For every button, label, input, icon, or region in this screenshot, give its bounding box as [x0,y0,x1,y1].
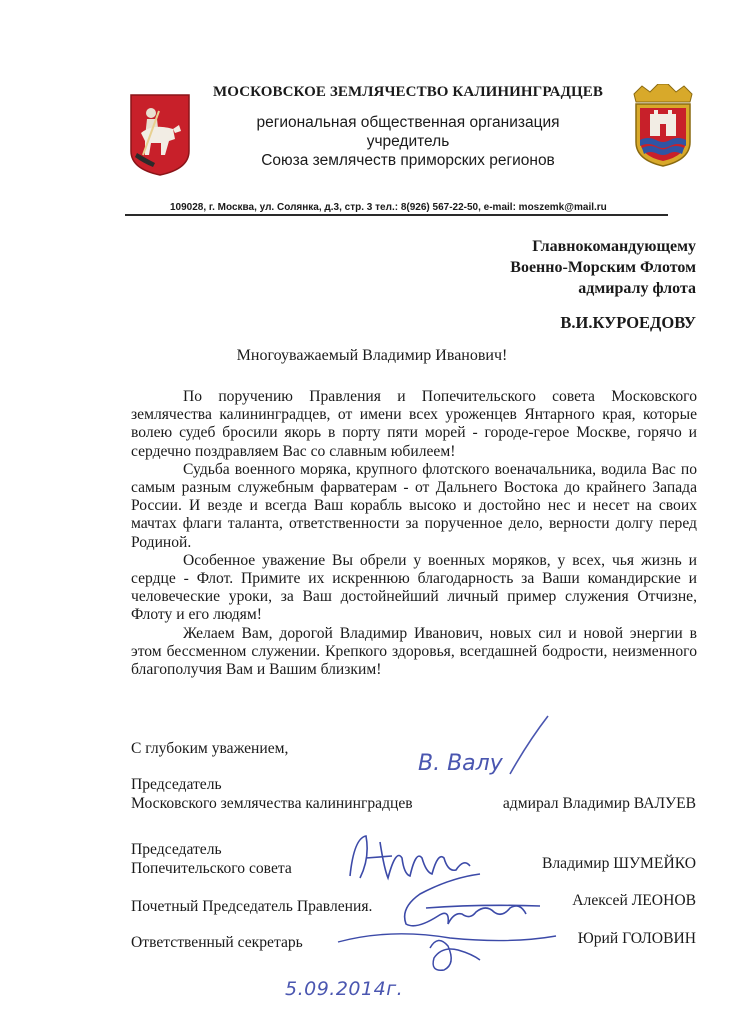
signatory-title-2 [131,841,292,878]
organization-name: МОСКОВСКОЕ ЗЕМЛЯЧЕСТВО КАЛИНИНГРАДЦЕВ [212,84,603,100]
signature-valuev-text: В. Валу [418,751,503,776]
signatory-title-3: Почетный Председатель Правления. [131,898,373,915]
signatory-title-line: Московского землячества калининградцев [131,794,413,812]
addressee-rank: адмиралу флота [578,280,696,297]
signatory-title-line: Председатель [131,841,222,858]
body-paragraph: По поручению Правления и Попечительского совета Московского землячества калининградцев, от имени всех уроженцев Янтарного края, которые волею судеб бросили якорь в порту пяти морей - городе-герое Москве, горячо и сердечно поздравляем Вас со славным юбилеем! [131,388,697,460]
addressee-position: Главнокомандующему [532,238,696,255]
signatory-name-1: адмирал Владимир ВАЛУЕВ [502,795,696,812]
header-divider [125,214,668,216]
handwritten-signature-leonov [330,868,560,978]
organization-type: региональная общественная организация [256,114,560,131]
kaliningrad-coat-of-arms-icon [628,84,698,168]
body-paragraph: Судьба военного моряка, крупного флотского военачальника, водила Вас по самым разным служебным фарватерам - от Дальнего Востока до крайнего Запада России. И везде и всегда Ваш корабль высоко и достойно нес и несет на своих мачтах флаги таланта, ответственности за порученное дело, верности долгу перед Родиной. [131,460,697,551]
signatory-title-line: Председатель [131,776,222,793]
moscow-coat-of-arms-icon [129,93,191,177]
body-paragraph: Желаем Вам, дорогой Владимир Иванович, новых сил и новой энергии в этом бессменном служении. Крепкого здоровья, всегдашней бодрости, неизменного благополучия Вам и Вашим близким! [131,624,697,679]
signatory-name-4: Юрий ГОЛОВИН [577,930,696,947]
letter-body [131,388,697,679]
handwritten-date: 5.09.2014г. [285,978,404,1000]
signatory-name-3: Алексей ЛЕОНОВ [572,892,696,909]
handwritten-signature-valuev [410,712,570,782]
organization-union: Союза землячеств приморских регионов [261,152,555,169]
signatory-title-1 [131,776,413,813]
addressee-branch: Военно-Морским Флотом [510,259,696,276]
salutation: Многоуважаемый Владимир Иванович! [236,347,508,364]
signatory-title-line: Попечительского совета [131,859,292,877]
addressee-name: В.И.КУРОЕДОВУ [560,313,696,332]
organization-founder-label: учредитель [366,133,450,150]
closing-phrase: С глубоким уважением, [131,740,289,757]
organization-contacts: 109028, г. Москва, ул. Солянка, д.3, стр. 3 тел.: 8(926) 567-22-50, e-mail: moszemk@mail.ru [170,202,607,213]
signatory-name-2: Владимир ШУМЕЙКО [542,855,696,872]
body-paragraph: Особенное уважение Вы обрели у военных моряков, у всех, чья жизнь и сердце - Флот. Примите их искреннюю благодарность за Ваши командирские и человеческие уроки, за Ваш достойнейший личный пример служения Отчизне, Флоту и его людям! [131,551,697,624]
signatory-title-4: Ответственный секретарь [131,934,303,951]
